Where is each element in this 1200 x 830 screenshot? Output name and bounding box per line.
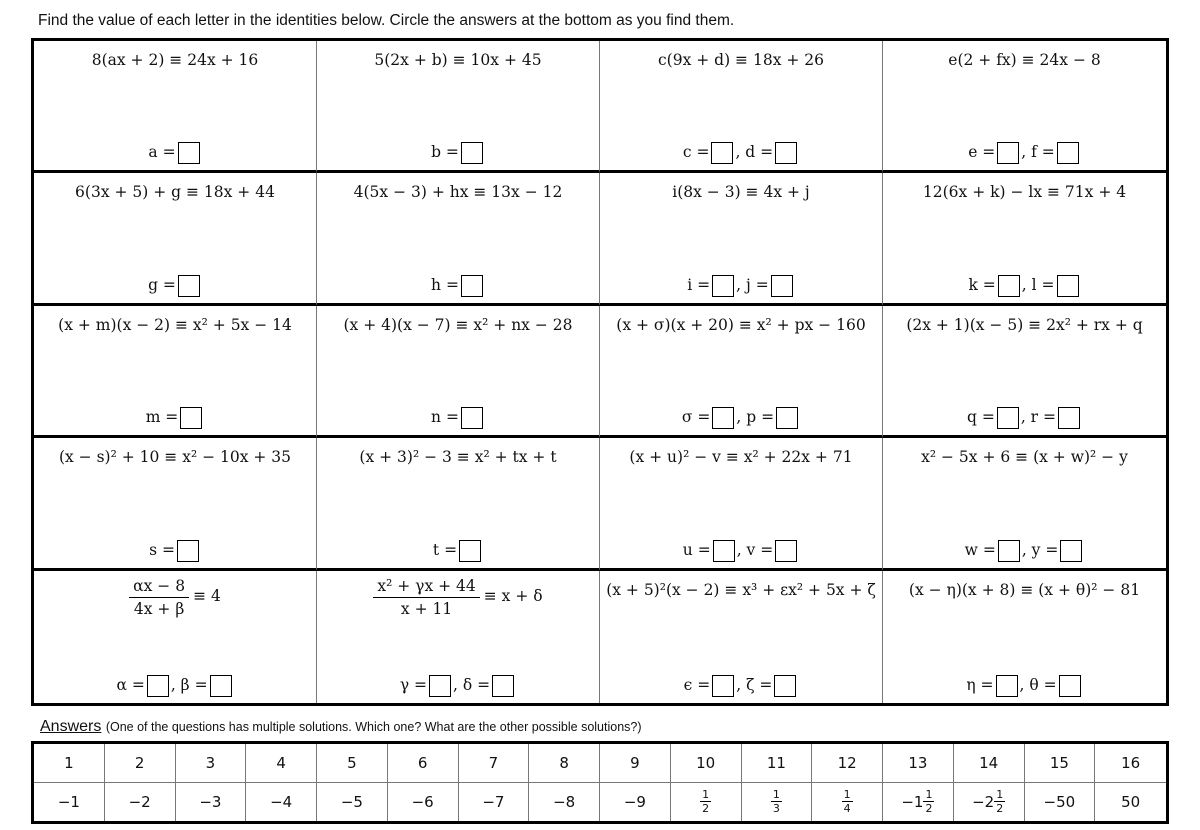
answer-box[interactable] (177, 540, 199, 562)
answer-box[interactable] (771, 275, 793, 297)
identity-rhs: ≡ 4 (193, 587, 221, 606)
answer-label: , f = (1021, 143, 1055, 162)
identity-equation: c(9x + d) ≡ 18x + 26 (657, 51, 824, 69)
problem-cell (600, 306, 883, 438)
answer-label: , θ = (1019, 675, 1057, 694)
answer-option[interactable]: −6 (388, 783, 459, 822)
answer-option[interactable]: 12 (812, 744, 883, 783)
answer-label: w = (964, 540, 996, 559)
answer-option[interactable]: 14 (954, 744, 1025, 783)
answer-line (34, 275, 316, 297)
identity-equation: (x + m)(x − 2) ≡ x² + 5x − 14 (58, 315, 292, 334)
answer-line (600, 540, 882, 562)
identity-equation: 8(ax + 2) ≡ 24x + 16 (91, 51, 259, 69)
answer-box[interactable] (711, 142, 733, 164)
answer-option[interactable]: 15 (1025, 744, 1096, 783)
answer-box[interactable] (774, 675, 796, 697)
answer-option[interactable]: −3 (176, 783, 247, 822)
answer-box[interactable] (776, 407, 798, 429)
answer-box[interactable] (492, 675, 514, 697)
identity-equation: (x + 3)² − 3 ≡ x² + tx + t (359, 448, 557, 467)
answer-option[interactable]: −50 (1025, 783, 1096, 822)
answer-label: , p = (736, 408, 775, 427)
answers-note: (One of the questions has multiple solutions. Which one? What are the other possible solutions?) (105, 720, 642, 734)
identity-equation: e(2 + fx) ≡ 24x − 8 (948, 51, 1101, 69)
answer-line (883, 675, 1166, 697)
fraction-numerator: 1 (925, 788, 933, 802)
answer-label: e = (968, 143, 996, 162)
fraction-numerator: 1 (996, 788, 1004, 802)
answer-option[interactable]: 50 (1121, 792, 1141, 811)
answer-box[interactable] (996, 675, 1018, 697)
problem-cell (34, 438, 317, 570)
answer-option[interactable] (883, 783, 954, 822)
answer-label: u = (682, 540, 711, 559)
answer-line (883, 142, 1166, 164)
fraction-numerator: x² + γx + 44 (373, 577, 479, 598)
answer-option[interactable]: 2 (105, 744, 176, 783)
answer-option[interactable]: 13 (883, 744, 954, 783)
fraction (842, 788, 853, 815)
answer-label: γ = (399, 675, 428, 694)
identity-equation: (x + u)² − v ≡ x² + 22x + 71 (629, 448, 853, 467)
problem-cell (317, 173, 600, 305)
identity-equation: x² − 5x + 6 ≡ (x + w)² − y (921, 448, 1128, 467)
answer-box[interactable] (1059, 675, 1081, 697)
answer-line (600, 142, 882, 164)
answer-label: n = (431, 408, 459, 427)
answer-label: q = (966, 408, 995, 427)
problem-cell (600, 173, 883, 305)
answer-box[interactable] (429, 675, 451, 697)
fraction-denominator: x + 11 (400, 599, 453, 618)
answer-line (317, 407, 599, 429)
identity-equation: (x − η)(x + 8) ≡ (x + θ)² − 81 (908, 580, 1141, 599)
answer-label: a = (148, 143, 176, 162)
answer-option[interactable]: 1 (34, 744, 105, 783)
answer-option[interactable]: −2 (105, 783, 176, 822)
answer-box[interactable] (1057, 275, 1079, 297)
fraction-numerator: 1 (772, 788, 780, 802)
answer-label: c = (682, 143, 710, 162)
answer-label: η = (966, 675, 994, 694)
answer-option[interactable]: −4 (246, 783, 317, 822)
answer-box[interactable] (998, 540, 1020, 562)
fraction-denominator: 4x + β (133, 599, 185, 618)
problem-cell (317, 306, 600, 438)
answer-option[interactable] (954, 783, 1025, 822)
answer-option[interactable]: 9 (600, 744, 671, 783)
answer-option[interactable]: 6 (388, 744, 459, 783)
answer-box[interactable] (178, 275, 200, 297)
answer-box[interactable] (998, 275, 1020, 297)
problem-cell (883, 438, 1166, 570)
answer-label: s = (149, 540, 175, 559)
answer-line (883, 407, 1166, 429)
answer-label: g = (148, 275, 176, 294)
fraction-numerator: 1 (843, 788, 851, 802)
answer-box[interactable] (775, 142, 797, 164)
problem-cell (600, 571, 883, 703)
answer-box[interactable] (997, 407, 1019, 429)
answer-box[interactable] (147, 675, 169, 697)
answer-box[interactable] (461, 142, 483, 164)
fraction (923, 788, 934, 815)
answer-box[interactable] (1057, 142, 1079, 164)
identity-equation: 5(2x + b) ≡ 10x + 45 (374, 51, 542, 69)
answer-box[interactable] (1060, 540, 1082, 562)
answer-option[interactable]: 4 (246, 744, 317, 783)
instructions: Find the value of each letter in the identities below. Circle the answers at the bottom as you find them. (38, 12, 735, 29)
answer-box[interactable] (712, 275, 734, 297)
answer-label: m = (145, 408, 179, 427)
fraction (373, 577, 479, 618)
answer-line (883, 540, 1166, 562)
answer-label: i = (687, 275, 711, 294)
answer-line (600, 275, 882, 297)
problem-cell (600, 41, 883, 173)
answer-line (317, 142, 599, 164)
identity-equation: i(8x − 3) ≡ 4x + j (672, 183, 810, 202)
identity-equation: (2x + 1)(x − 5) ≡ 2x² + rx + q (906, 315, 1143, 334)
problem-cell (883, 41, 1166, 173)
answer-label: t = (432, 540, 458, 559)
answer-label: h = (431, 275, 459, 294)
answer-line (600, 675, 882, 697)
identity-equation (317, 577, 599, 618)
answer-option[interactable] (671, 783, 742, 822)
answer-option[interactable]: 7 (459, 744, 530, 783)
answer-box[interactable] (997, 142, 1019, 164)
problem-cell (600, 438, 883, 570)
answers-heading: Answers (40, 718, 102, 735)
answer-box[interactable] (1058, 407, 1080, 429)
answer-box[interactable] (178, 142, 200, 164)
problem-cell (34, 306, 317, 438)
identity-equation: 12(6x + k) − lx ≡ 71x + 4 (922, 183, 1127, 202)
answer-option[interactable]: 3 (176, 744, 247, 783)
answer-label: , j = (736, 275, 769, 294)
answer-line (317, 275, 599, 297)
answer-option[interactable] (812, 783, 883, 822)
identity-equation: (x + 4)(x − 7) ≡ x² + nx − 28 (343, 315, 573, 334)
mixed-whole: −2 (972, 792, 995, 811)
fraction-denominator: 3 (772, 802, 780, 816)
identity-grid (31, 38, 1169, 706)
answer-label: , d = (735, 143, 774, 162)
identity-equation: (x + 5)²(x − 2) ≡ x³ + εx² + 5x + ζ (606, 580, 876, 599)
answer-label: , β = (170, 675, 208, 694)
identity-equation (34, 577, 316, 618)
answers-title (40, 718, 642, 736)
answer-line (34, 142, 316, 164)
problem-cell (34, 173, 317, 305)
answer-line (600, 407, 882, 429)
answer-label: , r = (1020, 408, 1057, 427)
fraction (771, 788, 782, 815)
fraction-denominator: 2 (702, 802, 710, 816)
answer-box[interactable] (712, 675, 734, 697)
answer-line (317, 675, 599, 697)
fraction (129, 577, 189, 618)
problem-cell (883, 571, 1166, 703)
answer-option[interactable]: −1 (34, 783, 105, 822)
answer-box[interactable] (712, 407, 734, 429)
answer-option[interactable]: −8 (529, 783, 600, 822)
answer-box[interactable] (461, 407, 483, 429)
identity-equation: 4(5x − 3) + hx ≡ 13x − 12 (353, 183, 563, 202)
answer-label: , y = (1021, 540, 1059, 559)
answer-label: ϵ = (683, 675, 711, 694)
answer-option[interactable]: 8 (529, 744, 600, 783)
problem-cell (883, 173, 1166, 305)
answer-line (34, 407, 316, 429)
answer-box[interactable] (461, 275, 483, 297)
answer-label: σ = (681, 408, 711, 427)
fraction-numerator: αx − 8 (129, 577, 189, 598)
answer-option[interactable]: 11 (742, 744, 813, 783)
answer-label: b = (431, 143, 459, 162)
mixed-whole: −1 (901, 792, 924, 811)
identity-equation: (x − s)² + 10 ≡ x² − 10x + 35 (58, 448, 292, 467)
answer-option[interactable]: 16 (1095, 744, 1166, 783)
answer-box[interactable] (180, 407, 202, 429)
answer-line (34, 675, 316, 697)
fraction-denominator: 2 (925, 802, 933, 816)
problem-cell (883, 306, 1166, 438)
answer-label: , ζ = (736, 675, 773, 694)
answer-line (317, 540, 599, 562)
answer-line (34, 540, 316, 562)
problem-cell (34, 571, 317, 703)
answer-box[interactable] (210, 675, 232, 697)
answer-label: α = (116, 675, 145, 694)
answer-option[interactable]: −5 (317, 783, 388, 822)
fraction-denominator: 4 (843, 802, 851, 816)
answer-option[interactable]: −9 (600, 783, 671, 822)
answer-label: k = (968, 275, 996, 294)
answer-option[interactable]: 5 (317, 744, 388, 783)
answer-option[interactable] (742, 783, 813, 822)
answer-line (883, 275, 1166, 297)
answer-box[interactable] (775, 540, 797, 562)
identity-equation: (x + σ)(x + 20) ≡ x² + px − 160 (616, 315, 866, 334)
fraction-numerator: 1 (702, 788, 710, 802)
fraction (994, 788, 1005, 815)
identity-equation: 6(3x + 5) + g ≡ 18x + 44 (75, 183, 275, 202)
problem-cell (317, 41, 600, 173)
problem-cell (317, 571, 600, 703)
answers-table (31, 741, 1169, 824)
fraction (700, 788, 711, 815)
answer-box[interactable] (459, 540, 481, 562)
answer-box[interactable] (713, 540, 735, 562)
identity-rhs: ≡ x + δ (483, 587, 543, 606)
answer-option[interactable]: 10 (671, 744, 742, 783)
fraction-denominator: 2 (996, 802, 1004, 816)
answer-option[interactable]: −7 (459, 783, 530, 822)
answer-label: , δ = (453, 675, 491, 694)
problem-cell (317, 438, 600, 570)
answer-label: , v = (736, 540, 774, 559)
problem-cell (34, 41, 317, 173)
answer-label: , l = (1021, 275, 1055, 294)
